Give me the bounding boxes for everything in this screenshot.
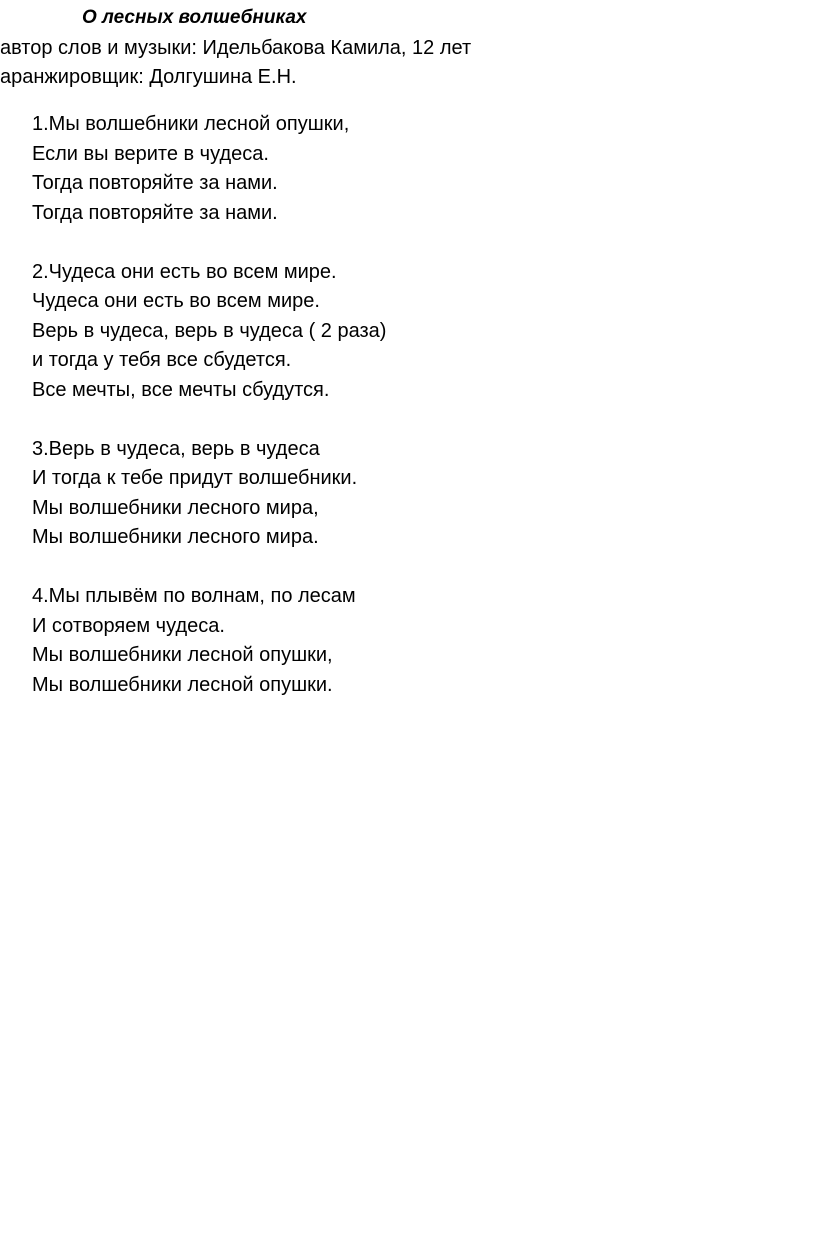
song-credits <box>0 34 471 92</box>
lyric-line: Мы волшебники лесной опушки. <box>32 673 333 696</box>
lyrics-body <box>32 110 386 730</box>
lyric-line: Тогда повторяйте за нами. <box>32 172 278 194</box>
author-line: автор слов и музыки: Идельбакова Камила, 12 лет <box>0 37 472 59</box>
lyric-line: И сотворяем чудеса. <box>32 614 225 637</box>
arranger-line: аранжировщик: Долгушина Е.Н. <box>0 66 297 88</box>
lyric-line: Если вы верите в чудеса. <box>32 142 269 165</box>
lyric-line: 2.Чудеса они есть во всем мире. <box>32 260 337 283</box>
lyric-line: Мы волшебники лесной опушки, <box>32 644 333 666</box>
lyric-line: Чудеса они есть во всем мире. <box>32 290 320 312</box>
verse-1 <box>32 110 386 228</box>
lyric-line: Верь в чудеса, верь в чудеса ( 2 раза) <box>32 319 387 342</box>
verse-2 <box>32 258 386 406</box>
lyric-line: и тогда у тебя все сбудется. <box>32 349 292 371</box>
song-title: О лесных волшебниках <box>82 7 307 28</box>
verse-3 <box>32 435 386 553</box>
lyric-line: И тогда к тебе придут волшебники. <box>32 467 358 489</box>
lyric-line: 4.Мы плывём по волнам, по лесам <box>32 585 356 607</box>
lyric-line: Все мечты, все мечты сбудутся. <box>32 378 330 401</box>
lyric-line: Мы волшебники лесного мира. <box>32 526 319 548</box>
lyric-line: Тогда повторяйте за нами. <box>32 201 278 224</box>
lyric-line: Мы волшебники лесного мира, <box>32 496 319 519</box>
verse-4 <box>32 582 386 700</box>
lyric-line: 1.Мы волшебники лесной опушки, <box>32 113 350 135</box>
lyric-line: 3.Верь в чудеса, верь в чудеса <box>32 437 320 460</box>
